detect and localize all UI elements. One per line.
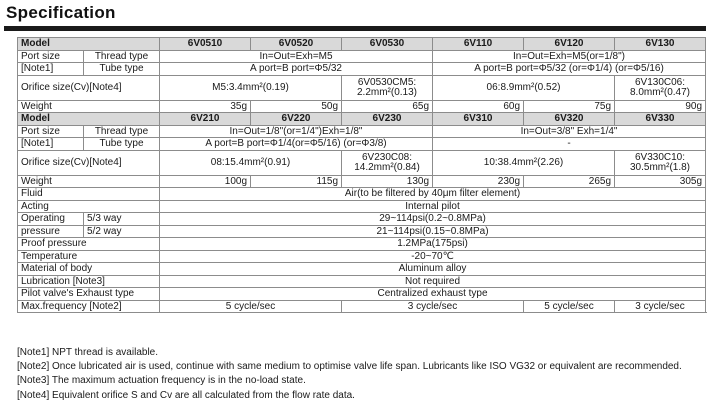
temperature-row [18, 250, 706, 263]
temperature-label: Temperature [18, 250, 160, 263]
operating-pressure-label: pressure [18, 225, 84, 238]
orifice-value [342, 75, 433, 100]
proof-pressure-label: Proof pressure [18, 238, 160, 251]
thread-value: In=Out=Exh=M5(or=1/8") [433, 50, 706, 63]
acting-value: Internal pilot [160, 200, 706, 213]
tube-row-1 [18, 63, 706, 76]
way-53-value: 29~114psi(0.2~0.8MPa) [160, 213, 706, 226]
port-size-label: Port size [18, 125, 84, 138]
model-cell: 6V0520 [251, 38, 342, 51]
footnote: [Note2] Once lubricated air is used, continue with same medium to optimise valve life span. Lubricants like ISO VG32 or equivalent are recommended. [17, 361, 682, 373]
thread-value: In=Out=3/8" Exh=1/4" [433, 125, 706, 138]
port-size-label: Port size [18, 50, 84, 63]
orifice-row-2 [18, 150, 706, 175]
way-53-label: 5/3 way [84, 213, 160, 226]
orifice-value: 10:38.4mm²(2.26) [433, 150, 615, 175]
note1-label: [Note1] [18, 138, 84, 151]
model-cell: 6V220 [251, 113, 342, 126]
footnotes [17, 346, 682, 403]
weight-value: 115g [251, 175, 342, 188]
exhaust-row [18, 288, 706, 301]
orifice-value: 08:15.4mm²(0.91) [160, 150, 342, 175]
orifice-model: 6V0530CM5: [357, 76, 417, 88]
thread-type-label: Thread type [84, 125, 160, 138]
material-value: Aluminum alloy [160, 263, 706, 276]
orifice-value: 06:8.9mm²(0.52) [433, 75, 615, 100]
max-frequency-row [18, 300, 706, 313]
proof-pressure-value: 1.2MPa(175psi) [160, 238, 706, 251]
proof-pressure-row [18, 238, 706, 251]
model-cell: 6V110 [433, 38, 524, 51]
way-52-value: 21~114psi(0.15~0.8MPa) [160, 225, 706, 238]
thread-row-2 [18, 125, 706, 138]
orifice-value [615, 150, 706, 175]
footnote: [Note1] NPT thread is available. [17, 347, 159, 358]
weight-value: 65g [342, 100, 433, 113]
tube-value: - [433, 138, 706, 151]
temperature-value: -20~70℃ [160, 250, 706, 263]
pressure-row-53 [18, 213, 706, 226]
orifice-model: 6V230C08: [361, 151, 413, 163]
orifice-row-1 [18, 75, 706, 100]
weight-value: 305g [615, 175, 706, 188]
tube-row-2 [18, 138, 706, 151]
orifice-value [342, 150, 433, 175]
acting-row [18, 200, 706, 213]
max-frequency-value: 3 cycle/sec [342, 300, 524, 313]
model-label: Model [18, 38, 160, 51]
model-cell: 6V230 [342, 113, 433, 126]
orifice-value: M5:3.4mm²(0.19) [160, 75, 342, 100]
orifice-model: 6V130C06: [634, 76, 686, 88]
orifice-size: 14.2mm²(0.84) [354, 161, 420, 173]
model-cell: 6V330 [615, 113, 706, 126]
orifice-size: 30.5mm²(1.8) [630, 161, 691, 173]
pressure-row-52 [18, 225, 706, 238]
exhaust-label: Pilot valve's Exhaust type [18, 288, 160, 301]
acting-label: Acting [18, 200, 160, 213]
lubrication-row [18, 275, 706, 288]
weight-value: 35g [160, 100, 251, 113]
operating-pressure-label: Operating [18, 213, 84, 226]
title-underline [4, 26, 706, 31]
weight-value: 50g [251, 100, 342, 113]
weight-value: 75g [524, 100, 615, 113]
model-cell: 6V0510 [160, 38, 251, 51]
max-frequency-label: Max.frequency [Note2] [18, 300, 160, 313]
material-row [18, 263, 706, 276]
thread-value: In=Out=1/8"(or=1/4")Exh=1/8" [160, 125, 433, 138]
weight-label: Weight [18, 175, 160, 188]
thread-value: In=Out=Exh=M5 [160, 50, 433, 63]
weight-label: Weight [18, 100, 160, 113]
orifice-label: Orifice size(Cv)[Note4] [18, 150, 160, 175]
model-cell: 6V210 [160, 113, 251, 126]
orifice-value [615, 75, 706, 100]
tube-value: A port=B port=Φ1/4(or=Φ5/16) (or=Φ3/8) [160, 138, 433, 151]
model-row-1 [18, 38, 706, 51]
orifice-model: 6V330C10: [634, 151, 686, 163]
max-frequency-value: 5 cycle/sec [160, 300, 342, 313]
tube-type-label: Tube type [84, 138, 160, 151]
model-cell: 6V0530 [342, 38, 433, 51]
thread-row-1 [18, 50, 706, 63]
page-title: Specification [6, 3, 116, 22]
way-52-label: 5/2 way [84, 225, 160, 238]
orifice-label: Orifice size(Cv)[Note4] [18, 75, 160, 100]
weight-value: 130g [342, 175, 433, 188]
orifice-size: 8.0mm²(0.47) [630, 86, 691, 98]
thread-type-label: Thread type [84, 50, 160, 63]
model-row-2 [18, 113, 706, 126]
fluid-label: Fluid [18, 188, 160, 201]
model-cell: 6V310 [433, 113, 524, 126]
model-cell: 6V120 [524, 38, 615, 51]
weight-row-2 [18, 175, 706, 188]
tube-value: A port=B port=Φ5/32 [160, 63, 433, 76]
model-label: Model [18, 113, 160, 126]
material-label: Material of body [18, 263, 160, 276]
model-cell: 6V320 [524, 113, 615, 126]
fluid-row [18, 188, 706, 201]
fluid-value: Air(to be filtered by 40μm filter element) [160, 188, 706, 201]
note1-label: [Note1] [18, 63, 84, 76]
lubrication-value: Not required [160, 275, 706, 288]
weight-row-1 [18, 100, 706, 113]
exhaust-value: Centralized exhaust type [160, 288, 706, 301]
weight-value: 100g [160, 175, 251, 188]
max-frequency-value: 5 cycle/sec [524, 300, 615, 313]
max-frequency-value: 3 cycle/sec [615, 300, 706, 313]
weight-value: 265g [524, 175, 615, 188]
tube-type-label: Tube type [84, 63, 160, 76]
model-cell: 6V130 [615, 38, 706, 51]
specification-table [17, 37, 706, 313]
orifice-size: 2.2mm²(0.13) [357, 86, 418, 98]
weight-value: 90g [615, 100, 706, 113]
weight-value: 60g [433, 100, 524, 113]
lubrication-label: Lubrication [Note3] [18, 275, 160, 288]
tube-value: A port=B port=Φ5/32 (or=Φ1/4) (or=Φ5/16) [433, 63, 706, 76]
weight-value: 230g [433, 175, 524, 188]
footnote: [Note4] Equivalent orifice S and Cv are all calculated from the flow rate data. [17, 389, 355, 401]
footnote: [Note3] The maximum actuation frequency is in the no-load state. [17, 375, 306, 387]
